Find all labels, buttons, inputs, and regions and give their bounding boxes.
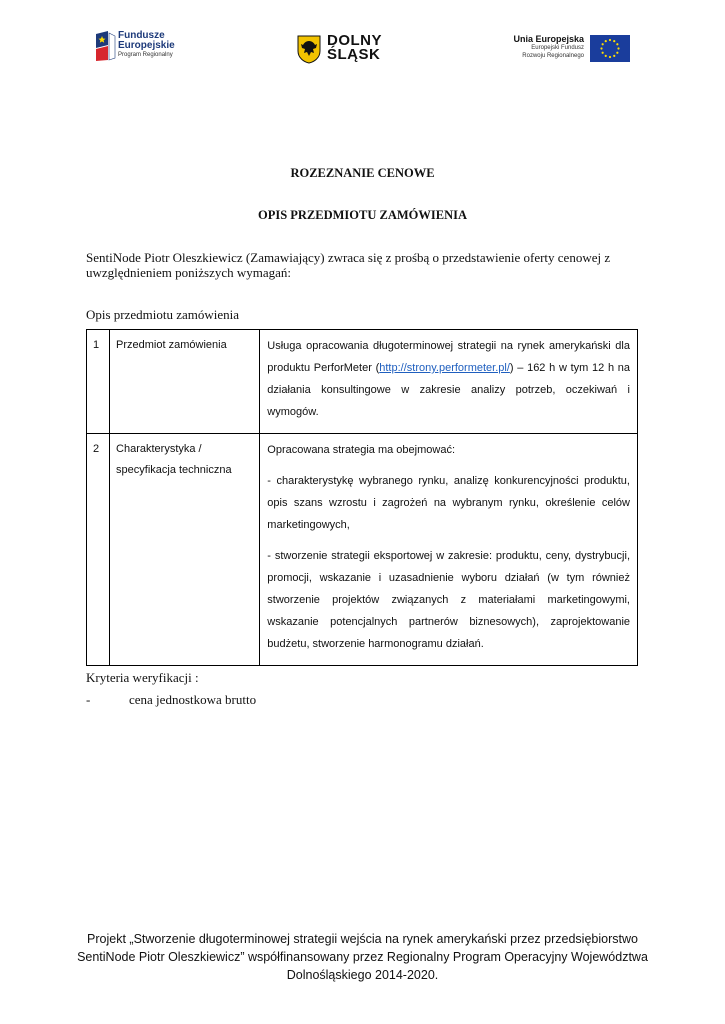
ds-logo-line2: ŚLĄSK: [327, 46, 381, 63]
specification-table: [86, 329, 638, 666]
fundusze-europejskie-logo: [94, 28, 194, 64]
ue-logo-line1: Unia Europejska: [513, 34, 584, 44]
fundusze-europejskie-mark-icon: [94, 30, 116, 62]
fe-logo-line1: Fundusze: [118, 30, 165, 41]
row-name: Charakterystyka / specyfikacja techniczna: [116, 443, 232, 476]
description-paragraph: - charakterystykę wybranego rynku, analizę konkurencyjności produktu, opis szans wzrostu i zagrożeń na wybranym rynku, określenie celów marketingowych,: [267, 475, 630, 531]
row-number: 1: [93, 339, 100, 351]
table-row: [87, 330, 638, 434]
row-description: [260, 434, 637, 665]
table-cell-description: [260, 330, 638, 434]
description-paragraph: Opracowana strategia ma obejmować:: [267, 444, 456, 456]
ue-logo-line3: Rozwoju Regionalnego: [522, 53, 584, 59]
table-cell-name: [110, 434, 260, 666]
criteria-item: cena jednostkowa brutto: [129, 692, 257, 707]
section-heading: Opis przedmiotu zamówienia: [86, 307, 240, 322]
fe-logo-line2: Europejskie: [118, 40, 175, 51]
row-name: Przedmiot zamówienia: [116, 339, 227, 351]
eu-flag-icon: [590, 35, 630, 62]
document-title: ROZEZNANIE CENOWE: [290, 166, 435, 180]
ds-logo-line1: DOLNY: [327, 32, 382, 49]
eagle-shield-icon: [297, 35, 321, 64]
document-subtitle: OPIS PRZEDMIOTU ZAMÓWIENIA: [257, 208, 468, 222]
description-text: Usługa opracowania długoterminowej strategii na rynek amerykański dla produktu PerforMeter (: [267, 340, 630, 374]
row-number: 2: [93, 443, 100, 455]
criteria-bullet: -: [86, 692, 91, 707]
table-cell-description: [260, 434, 638, 666]
ue-logo-line2: Europejski Fundusz: [531, 45, 584, 51]
description-text: ) – 162 h w tym 12 h na działania konsultingowe w zakresie analizy potrzeb, oczekiwań i wymogów.: [267, 362, 631, 418]
table-cell-number: [87, 330, 110, 434]
intro-paragraph: SentiNode Piotr Oleszkiewicz (Zamawiający) zwraca się z prośbą o przedstawienie oferty cenowej z uwzględnieniem poniższych wymagań:: [86, 250, 611, 280]
description-paragraph: - stworzenie strategii eksportowej w zakresie: produktu, ceny, dystrybucji, promocji, wskazanie i uzasadnienie wyboru działań (w tym również stworzenie projektów związanych z materiałami marketingowymi, wskazanie potencjalnych partnerów biznesowych), zaprojektowanie budżetu, stworzenie harmonogramu działań.: [267, 550, 630, 650]
fe-logo-line3: Program Regionalny: [118, 52, 173, 58]
dolny-slask-logo: [297, 33, 387, 67]
table-cell-number: [87, 434, 110, 666]
unia-europejska-logo: [512, 34, 632, 64]
criteria-heading: Kryteria weryfikacji :: [86, 670, 199, 685]
table-cell-name: [110, 330, 260, 434]
table-row: [87, 434, 638, 666]
project-footer: Projekt „Stworzenie długoterminowej strategii wejścia na rynek amerykański przez przedsiębiorstwo SentiNode Piotr Oleszkiewicz” współfinansowany przez Regionalny Program Operacyjny Województwa Dolnośląskiego 2014-2020.: [77, 932, 648, 982]
row-description: [260, 330, 637, 433]
performeter-link[interactable]: http://strony.performeter.pl/: [379, 362, 510, 374]
